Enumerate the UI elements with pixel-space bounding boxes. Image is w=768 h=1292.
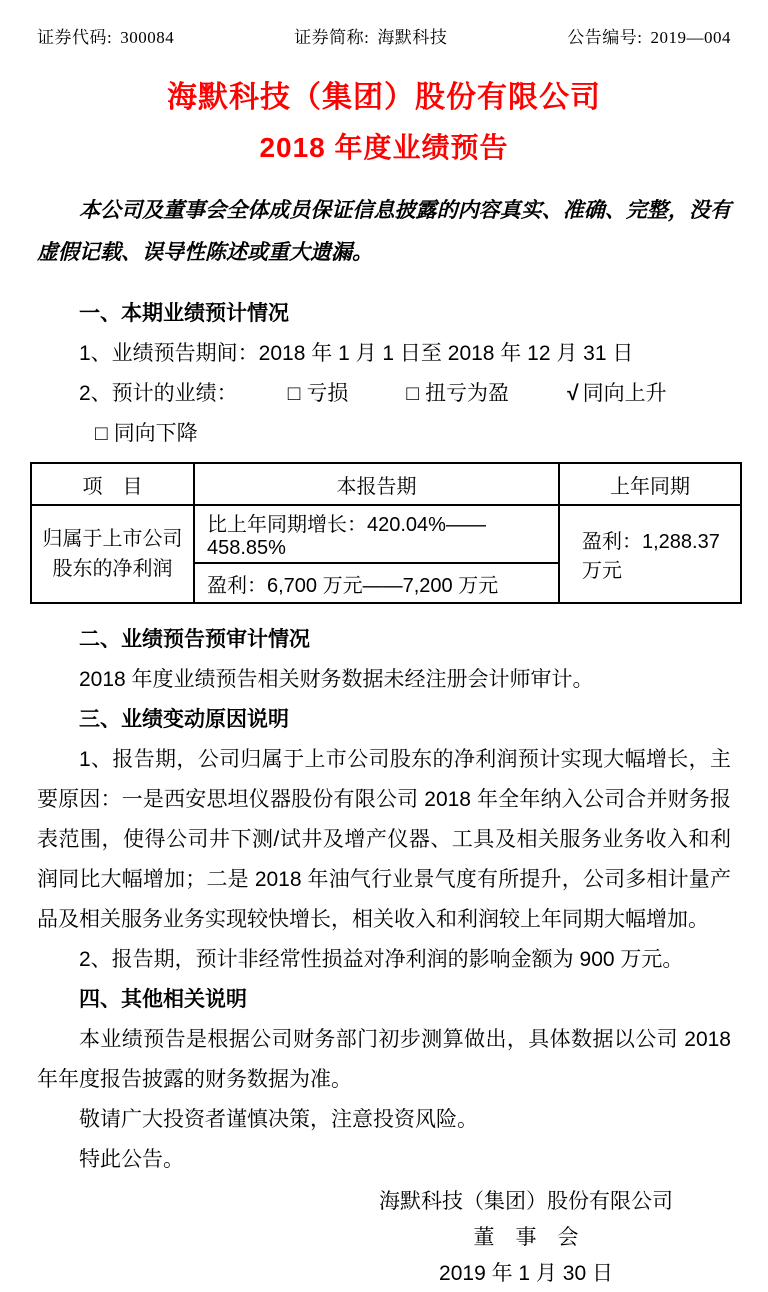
risk-warning-line: 敬请广大投资者谨慎决策，注意投资风险。 <box>79 1108 478 1131</box>
audit-status-line: 2018 年度业绩预告相关财务数据未经注册会计师审计。 <box>79 668 594 691</box>
other-note-paragraph: 本业绩预告是根据公司财务部门初步测算做出，具体数据以公司 2018 年年度报告披露的财务数据为准。 <box>37 1028 731 1091</box>
signature-block <box>361 1184 691 1292</box>
table-header-row <box>31 463 741 505</box>
hereby-announced-line: 特此公告。 <box>79 1148 184 1171</box>
securities-meta-row <box>37 26 731 49</box>
profit-range-cell: 盈利：6,700 万元——7,200 万元 <box>194 563 559 603</box>
growth-cell: 比上年同期增长：420.04%——458.85% <box>194 505 559 563</box>
header-item: 项 目 <box>31 463 194 505</box>
header-prior-period: 上年同期 <box>559 463 741 505</box>
board-disclaimer: 本公司及董事会全体成员保证信息披露的内容真实、准确、完整，没有虚假记载、误导性陈述或重大遗漏。 <box>37 198 731 264</box>
company-title: 海默科技（集团）股份有限公司 <box>167 81 601 114</box>
signature-company: 海默科技（集团）股份有限公司 <box>379 1190 673 1213</box>
forecast-table <box>30 462 742 604</box>
section3-heading: 三、业绩变动原因说明 <box>79 708 289 731</box>
checkbox-loss-icon: □ <box>287 382 301 405</box>
stock-code-label: 证券代码: <box>37 28 113 47</box>
reason-paragraph-2: 2、报告期，预计非经常性损益对净利润的影响金额为 900 万元。 <box>79 948 684 971</box>
option-turnaround-label: 扭亏为盈 <box>425 382 510 405</box>
option-down-label: 同向下降 <box>113 422 198 445</box>
section4-heading: 四、其他相关说明 <box>79 988 247 1011</box>
checkbox-turnaround-icon: □ <box>406 382 420 405</box>
checkbox-down-icon: □ <box>95 422 108 445</box>
announcement-number-label: 公告编号: <box>567 28 643 47</box>
reason-paragraph-1: 1、报告期，公司归属于上市公司股东的净利润预计实现大幅增长，主要原因：一是西安思坦仪器股份有限公司 2018 年全年纳入公司合并财务报表范围，使得公司井下测/试井及增产仪器、工具及相关服务业务收入和利润同比大幅增加；二是 2018 年油气行业景气度有所提升，公司多相计量产品及相关服务业务实现较快增长，相关收入和利润较上年同期大幅增加。 <box>37 748 731 931</box>
section1-heading: 一、本期业绩预计情况 <box>79 302 289 325</box>
report-title: 2018 年度业绩预告 <box>259 132 509 163</box>
forecast-type-label: 2、预计的业绩： <box>79 382 238 405</box>
forecast-period-line: 1、业绩预告期间：2018 年 1 月 1 日至 2018 年 12 月 31 日 <box>79 342 634 365</box>
table-row <box>31 505 741 563</box>
forecast-type-line <box>37 374 731 454</box>
signature-date: 2019 年 1 月 30 日 <box>439 1262 613 1285</box>
signature-board: 董 事 会 <box>473 1226 579 1249</box>
header-current-period: 本报告期 <box>194 463 559 505</box>
checkmark-up-icon: √ <box>567 382 579 405</box>
stock-code <box>37 26 174 49</box>
announcement-number <box>567 26 731 49</box>
stock-abbr-value: 海默科技 <box>377 28 448 47</box>
section2-heading: 二、业绩预告预审计情况 <box>79 628 310 651</box>
stock-abbr <box>294 26 447 49</box>
net-profit-row-label: 归属于上市公司股东的净利润 <box>31 505 194 603</box>
option-up-label: 同向上升 <box>582 382 667 405</box>
prior-profit-cell: 盈利：1,288.37 万元 <box>559 505 741 603</box>
option-loss-label: 亏损 <box>306 382 349 405</box>
stock-abbr-label: 证券简称: <box>294 28 370 47</box>
stock-code-value: 300084 <box>120 28 175 47</box>
announcement-number-value: 2019—004 <box>650 28 731 47</box>
